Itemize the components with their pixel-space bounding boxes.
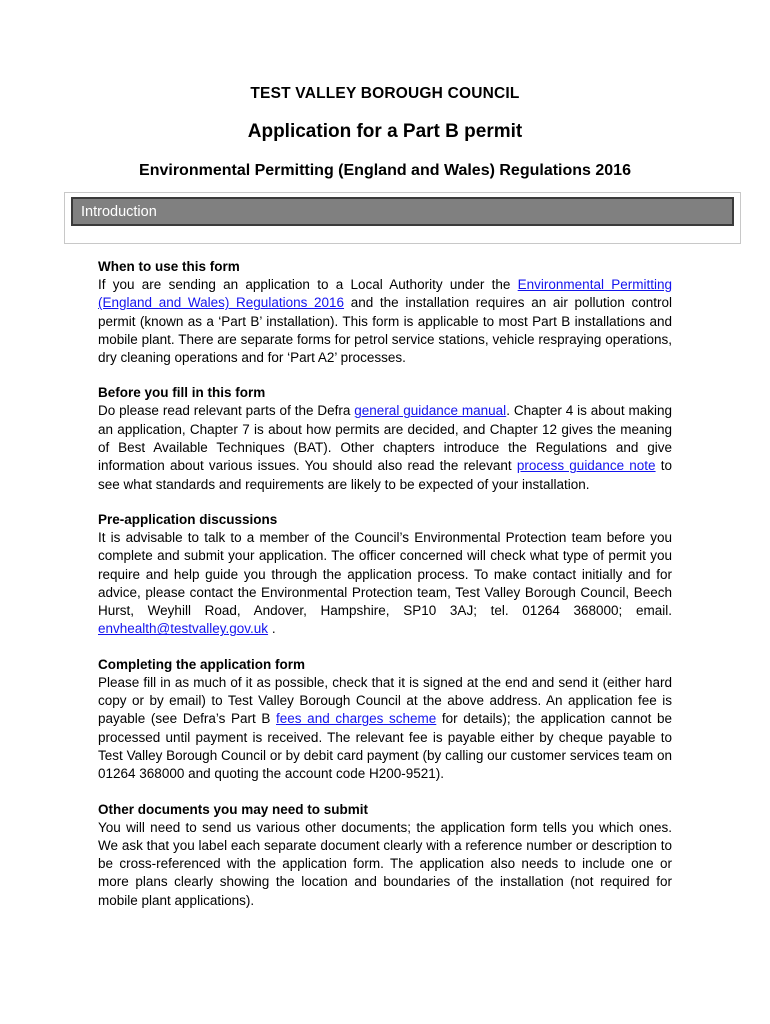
section-banner-label: Introduction	[81, 203, 157, 220]
text-run: and the installation requires an air pollution control permit (known as a ‘Part B’ installation). This form is applicable to most Part B installations and mobile plant. There are separate forms for petrol service stations, vehicle respraying operations, dry cleaning operations and for ‘Part A2’ processes.	[98, 295, 673, 366]
section-pre-application-discussions	[98, 511, 672, 639]
section-heading: Pre-application discussions	[98, 511, 278, 527]
council-name: TEST VALLEY BOROUGH COUNCIL	[250, 85, 520, 102]
document-body	[98, 258, 672, 910]
section-banner	[64, 192, 741, 244]
section-paragraph	[98, 674, 672, 784]
section-paragraph	[98, 819, 672, 910]
text-run: to see what standards and requirements are likely to be expected of your installation.	[98, 458, 673, 492]
link-process-guidance-note[interactable]: process guidance note	[516, 458, 656, 474]
section-paragraph	[98, 529, 672, 639]
section-heading: Other documents you may need to submit	[98, 801, 369, 817]
section-paragraph	[98, 402, 672, 493]
section-heading: Completing the application form	[98, 656, 306, 672]
section-before-you-fill	[98, 384, 672, 493]
page-title: Application for a Part B permit	[247, 121, 523, 142]
text-run: . Chapter 4 is about making an application, Chapter 7 is about how permits are decided, and Chapter 12 gives the meaning of Best Available Techniques (BAT). Other chapters introduce the Regulations and give information about various issues. You should also read the relevant	[98, 403, 672, 474]
text-run: for details); the application cannot be processed until payment is received. The relevant fee is payable either by cheque payable to Test Valley Borough Council or by debit card payment (by calling our customer services team on 01264 368000 and quoting the account code H200-9521).	[98, 711, 672, 782]
text-run: Do please read relevant parts of the Defra	[98, 403, 355, 419]
text-run: It is advisable to talk to a member of the Council’s Environmental Protection team before you complete and submit your application. The officer concerned will check what type of permit you require and help guide you through the application process. To make contact initially and for advice, please contact the Environmental Protection team, Test Valley Borough Council, Beech Hurst, Weyhill Road, Andover, Hampshire, SP10 3AJ; tel. 01264 368000; email.	[98, 529, 672, 619]
section-paragraph	[98, 276, 672, 367]
section-banner-bar	[71, 197, 734, 226]
section-heading: Before you fill in this form	[98, 385, 266, 401]
regulations-subtitle: Environmental Permitting (England and Wales) Regulations 2016	[139, 162, 631, 179]
link-envhealth-email[interactable]: envhealth@testvalley.gov.uk	[98, 621, 269, 637]
link-fees-and-charges-scheme[interactable]: fees and charges scheme	[276, 711, 437, 727]
link-general-guidance-manual[interactable]: general guidance manual	[354, 403, 507, 419]
section-heading: When to use this form	[98, 259, 240, 274]
section-when-to-use	[98, 258, 672, 367]
text-run: You will need to send us various other documents; the application form tells you which ones. We ask that you label each separate document clearly with a reference number or description to be cross-referenced with the application form. The application also needs to include one or more plans clearly showing the location and boundaries of the installation (not required for mobile plant applications).	[98, 819, 672, 908]
text-run: Please fill in as much of it as possible, check that it is signed at the end and send it (either hard copy or by email) to Test Valley Borough Council at the above address. An application fee is payable (see Defra’s Part B	[98, 674, 672, 727]
text-run: .	[268, 621, 276, 637]
section-completing-the-application-form	[98, 656, 672, 784]
document-header	[64, 84, 706, 181]
text-run: If you are sending an application to a Local Authority under the	[98, 277, 518, 292]
section-other-documents	[98, 801, 672, 910]
link-environmental-permitting-regulations[interactable]: Environmental Permitting (England and Wales) Regulations 2016	[98, 277, 672, 311]
